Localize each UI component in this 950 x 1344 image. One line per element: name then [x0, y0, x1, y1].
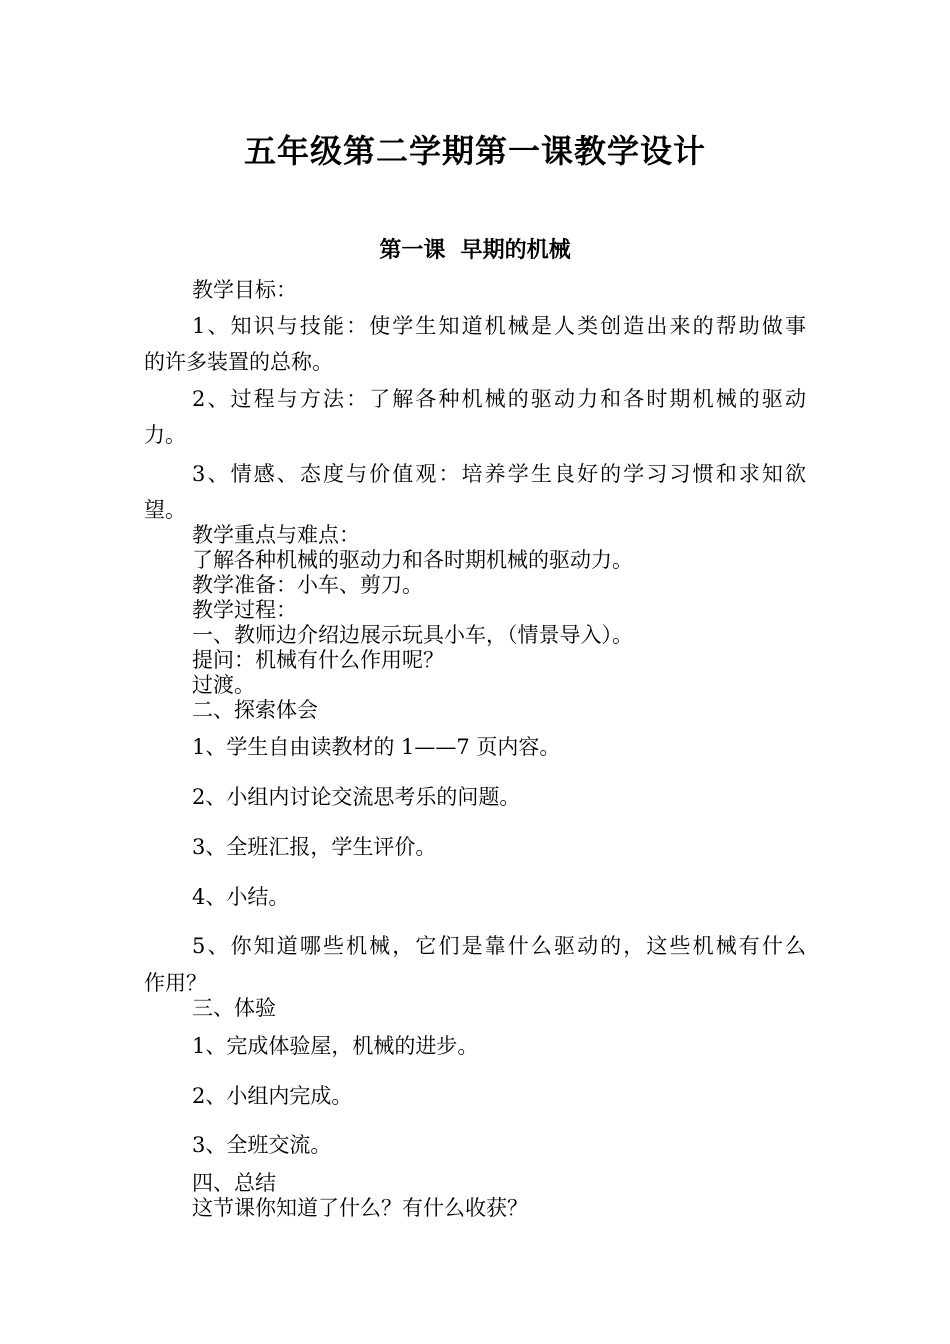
step2-item-4: 4、小结。	[192, 885, 290, 909]
lesson-subtitle: 第一课 早期的机械	[379, 237, 571, 263]
step2-item-5-line1: 5、你知道哪些机械，它们是靠什么驱动的，这些机械有什么	[192, 934, 806, 958]
objective-1-line2: 的许多装置的总称。	[144, 350, 333, 374]
step2-item-2: 2、小组内讨论交流思考乐的问题。	[192, 785, 521, 809]
step2-item-1: 1、学生自由读教材的 1——7 页内容。	[192, 735, 561, 759]
objective-3-line2: 望。	[144, 498, 186, 522]
process-heading: 教学过程：	[192, 598, 297, 622]
step1-question: 提问：机械有什么作用呢？	[192, 648, 444, 672]
step4-heading: 四、总结	[192, 1171, 276, 1195]
step3-item-3: 3、全班交流。	[192, 1133, 332, 1157]
step2-item-3: 3、全班汇报，学生评价。	[192, 835, 437, 859]
objective-2-line1: 2、过程与方法：了解各种机械的驱动力和各时期机械的驱动	[192, 387, 806, 411]
objective-1-line1: 1、知识与技能：使学生知道机械是人类创造出来的帮助做事	[192, 314, 806, 338]
document-title: 五年级第二学期第一课教学设计	[243, 132, 706, 170]
step1-heading: 一、教师边介绍边展示玩具小车，（情景导入）。	[192, 623, 633, 647]
step2-heading: 二、探索体会	[192, 698, 318, 722]
step4-text: 这节课你知道了什么？有什么收获？	[192, 1196, 528, 1220]
objective-3-line1: 3、情感、态度与价值观：培养学生良好的学习习惯和求知欲	[192, 462, 806, 486]
objectives-heading: 教学目标：	[192, 278, 297, 302]
step3-heading: 三、体验	[192, 996, 276, 1020]
objective-2-line2: 力。	[144, 423, 186, 447]
step1-transition: 过渡。	[192, 673, 255, 697]
step2-item-5-line2: 作用？	[144, 971, 207, 995]
key-points-heading: 教学重点与难点：	[192, 523, 360, 547]
step3-item-2: 2、小组内完成。	[192, 1084, 353, 1108]
step3-item-1: 1、完成体验屋，机械的进步。	[192, 1034, 479, 1058]
key-points-text: 了解各种机械的驱动力和各时期机械的驱动力。	[192, 548, 633, 572]
preparation-text: 教学准备：小车、剪刀。	[192, 573, 423, 597]
